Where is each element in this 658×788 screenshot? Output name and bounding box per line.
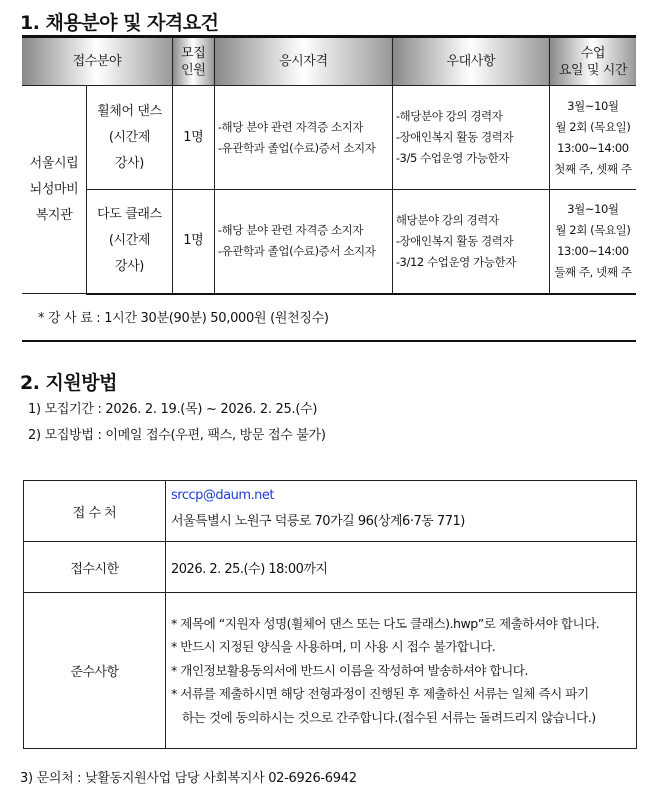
table-row [22, 86, 636, 190]
schedule-cell: 3월~10월 월 2회 (목요일) 13:00~14:00 둘째 주, 넷째 주 [549, 190, 636, 294]
header-field: 접수분야 [22, 37, 172, 86]
recruit-method: 2) 모집방법 : 이메일 접수(우편, 팩스, 방문 접수 불가) [28, 428, 326, 443]
field-cell: 다도 클래스 (시간제 강사) [87, 190, 173, 294]
rule-item: * 반드시 지정된 양식을 사용하며, 미 사용 시 접수 불가합니다. [171, 639, 496, 655]
count-cell: 1명 [172, 190, 214, 294]
qualification-cell: -해당 분야 관련 자격증 소지자 -유관학과 졸업(수료)증서 소지자 [214, 190, 392, 294]
rule-item: * 제목에 “지원자 성명(휠체어 댄스 또는 다도 클래스).hwp”로 제출하셔야 합니다. [171, 615, 600, 631]
deadline-value: 2026. 2. 25.(수) 18:00까지 [166, 542, 637, 593]
recv-label: 접 수 처 [24, 481, 166, 542]
address: 서울특별시 노원구 덕릉로 70가길 96(상계6·7동 771) [171, 514, 465, 529]
deadline-label: 접수시한 [24, 542, 166, 593]
contact-info: 3) 문의처 : 낮활동지원사업 담당 사회복지사 02-6926-6942 [20, 771, 357, 786]
preference-cell: -해당분야 강의 경력자 -장애인복지 활동 경력자 -3/5 수업운영 가능한자 [392, 86, 549, 190]
rule-item: * 서류를 제출하시면 해당 전형과정이 진행된 후 제출하신 서류는 일체 즉시 파기 [171, 686, 589, 702]
application-table [23, 480, 637, 749]
header-count: 모집 인원 [172, 37, 214, 86]
qualification-cell: -해당 분야 관련 자격증 소지자 -유관학과 졸업(수료)증서 소지자 [214, 86, 392, 190]
rule-item: * 개인정보활용동의서에 반드시 이름을 작성하여 발송하셔야 합니다. [171, 662, 528, 678]
recruitment-table [22, 35, 636, 295]
count-cell: 1명 [172, 86, 214, 190]
section1-title: 1. 채용분야 및 자격요건 [20, 12, 219, 34]
rules-list [166, 593, 637, 749]
section2-title: 2. 지원방법 [20, 372, 117, 394]
email-link[interactable]: srccp@daum.net [171, 488, 274, 503]
field-cell: 휠체어 댄스 (시간제 강사) [87, 86, 173, 190]
header-qualification: 응시자격 [214, 37, 392, 86]
header-schedule: 수업 요일 및 시간 [549, 37, 636, 86]
rule-item: 하는 것에 동의하시는 것으로 간주합니다.(접수된 서류는 돌려드리지 않습니다.) [182, 709, 596, 725]
schedule-cell: 3월~10월 월 2회 (목요일) 13:00~14:00 첫째 주, 셋째 주 [549, 86, 636, 190]
preference-cell: 해당분야 강의 경력자 -장애인복지 활동 경력자 -3/12 수업운영 가능한자 [392, 190, 549, 294]
divider [22, 340, 636, 342]
rules-label: 준수사항 [24, 593, 166, 749]
organization-cell: 서울시립 뇌성마비 복지관 [22, 86, 87, 294]
header-preference: 우대사항 [392, 37, 549, 86]
recruit-period: 1) 모집기간 : 2026. 2. 19.(목) ~ 2026. 2. 25.(수) [28, 402, 318, 417]
table-row [22, 190, 636, 294]
fee-note: * 강 사 료 : 1시간 30분(90분) 50,000원 (원천징수) [38, 311, 329, 326]
